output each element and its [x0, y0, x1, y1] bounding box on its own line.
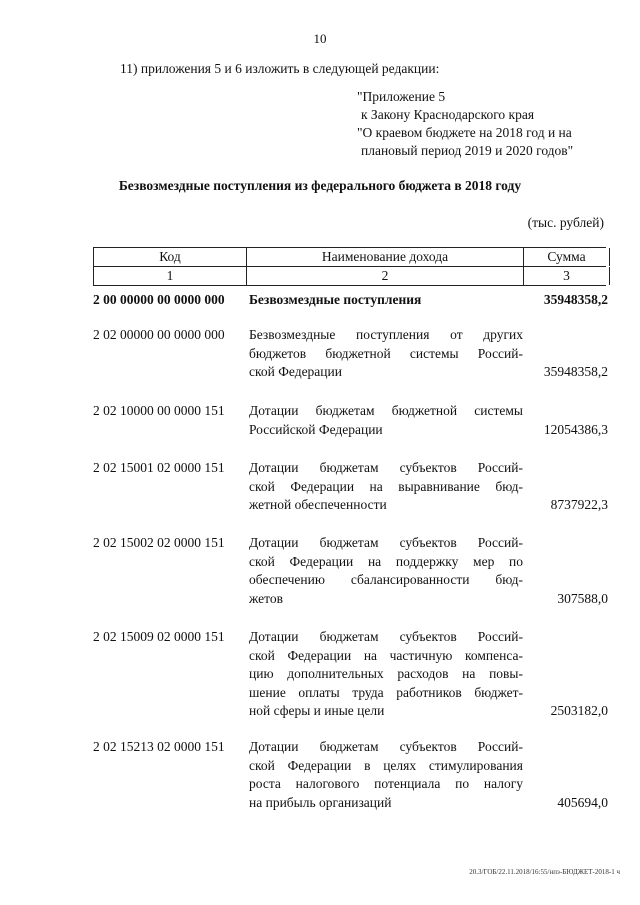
- row-name-line: ской Федерации на частичную компенса-: [249, 647, 523, 663]
- row-name-line: ной сферы и иные цели: [249, 703, 385, 719]
- row-code: 2 02 15002 02 0000 151: [93, 535, 225, 550]
- row-amount: 35948358,2: [543, 292, 608, 307]
- header-amount: Сумма: [523, 248, 610, 266]
- table-column-numbers-row: [93, 267, 606, 286]
- column-number: 1: [93, 267, 246, 285]
- row-amount: 307588,0: [557, 590, 608, 606]
- row-name: [249, 459, 523, 515]
- row-name-line: Дотации бюджетам субъектов Россий-: [249, 629, 523, 644]
- document-title: Безвозмездные поступления из федерального бюджета в 2018 году: [118, 178, 522, 193]
- header-code: Код: [93, 248, 246, 266]
- row-name: [249, 326, 523, 382]
- table-row: [93, 291, 608, 310]
- page-number: 10: [313, 31, 327, 46]
- row-name-line: роста налогового потенциала по налогу: [249, 776, 523, 792]
- table-row: [93, 402, 608, 439]
- row-name-line: ской Федерации на поддержку мер по: [249, 553, 523, 569]
- row-name-line: бюджетов бюджетной системы Россий-: [249, 345, 523, 361]
- income-table-header: [93, 247, 606, 286]
- row-name-line: Дотации бюджетам субъектов Россий-: [249, 739, 523, 754]
- row-name-line: цию дополнительных расходов на повы-: [249, 666, 523, 682]
- footer-stamp: 20.3/ГОБ/22.11.2018/16:55/нпэ-БЮДЖЕТ-2018-1 ч: [469, 868, 620, 876]
- appendix-line: плановый период 2019 и 2020 годов": [361, 143, 574, 158]
- row-code: 2 02 00000 00 0000 000: [93, 327, 225, 342]
- row-name-line: Дотации бюджетам бюджетной системы: [249, 403, 523, 418]
- row-amount: 35948358,2: [543, 364, 608, 380]
- row-name-line: жетов: [249, 590, 283, 606]
- row-name: [249, 402, 523, 439]
- appendix-line: "О краевом бюджете на 2018 год и на: [357, 125, 572, 140]
- row-amount: 405694,0: [557, 794, 608, 810]
- table-row: [93, 628, 608, 721]
- header-name: Наименование дохода: [246, 248, 523, 266]
- appendix-reference: [357, 88, 627, 160]
- table-header-row: [93, 247, 606, 267]
- appendix-line: к Закону Краснодарского края: [361, 107, 535, 122]
- row-amount: 12054386,3: [543, 421, 608, 437]
- column-number: 3: [523, 267, 610, 285]
- table-row: [93, 738, 608, 812]
- row-code: 2 02 15213 02 0000 151: [93, 739, 225, 754]
- row-name-line: жетной обеспеченности: [249, 497, 387, 513]
- row-name-line: Дотации бюджетам субъектов Россий-: [249, 535, 523, 550]
- row-name-line: Безвозмездные поступления от других: [249, 327, 523, 342]
- row-name: [249, 738, 523, 812]
- row-name-line: на прибыль организаций: [249, 794, 392, 810]
- row-name-line: ской Федерации: [249, 364, 342, 380]
- row-amount: 8737922,3: [550, 497, 608, 513]
- appendix-line: "Приложение 5: [357, 89, 446, 104]
- table-row: [93, 326, 608, 382]
- units-label: (тыс. рублей): [527, 215, 604, 230]
- row-name-line: Безвозмездные поступления: [249, 292, 422, 307]
- row-name-line: Дотации бюджетам субъектов Россий-: [249, 460, 523, 475]
- intro-text: 11) приложения 5 и 6 изложить в следующей редакции:: [120, 61, 440, 76]
- row-code: 2 02 10000 00 0000 151: [93, 403, 225, 418]
- row-code: 2 02 15009 02 0000 151: [93, 629, 225, 644]
- row-name: [249, 291, 523, 310]
- row-code: 2 02 15001 02 0000 151: [93, 460, 225, 475]
- row-name-line: шение оплаты труда работников бюджет-: [249, 684, 523, 700]
- row-name: [249, 534, 523, 608]
- row-name-line: ской Федерации в целях стимулирования: [249, 757, 523, 773]
- row-name-line: обеспечению сбалансированности бюд-: [249, 572, 523, 588]
- row-code: 2 00 00000 00 0000 000: [93, 292, 225, 307]
- row-name-line: Российской Федерации: [249, 421, 383, 437]
- table-row: [93, 459, 608, 515]
- table-row: [93, 534, 608, 608]
- row-amount: 2503182,0: [550, 703, 608, 719]
- row-name: [249, 628, 523, 721]
- column-number: 2: [246, 267, 523, 285]
- row-name-line: ской Федерации на выравнивание бюд-: [249, 478, 523, 494]
